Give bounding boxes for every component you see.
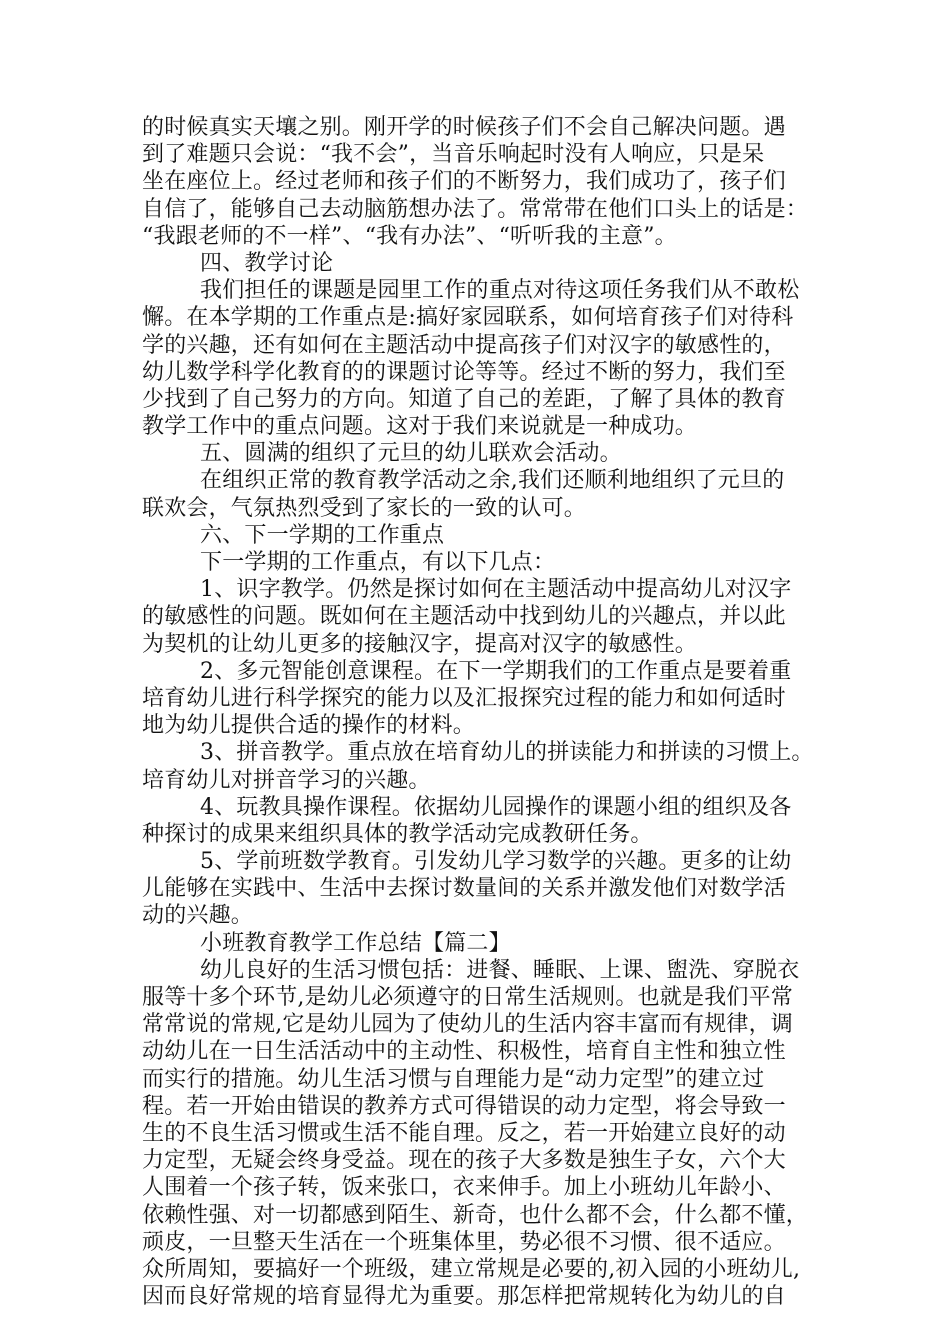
text-line: 动幼儿在一日生活活动中的主动性、积极性，培育自主性和独立性	[142, 1039, 786, 1065]
text-line: 到了难题只会说：“我不会”，当音乐响起时没有人响应，只是呆	[142, 142, 765, 168]
text-line: 小班教育教学工作总结【篇二】	[200, 930, 511, 956]
text-line: 的时候真实天壤之别。刚开学的时候孩子们不会自己解决问题。遇	[142, 115, 786, 140]
text-line: 幼儿良好的生活习惯包括：进餐、睡眠、上课、盥洗、穿脱衣	[200, 957, 800, 983]
text-line: 动的兴趣。	[142, 903, 254, 929]
text-line: 种探讨的成果来组织具体的教学活动完成教研任务。	[142, 821, 653, 847]
text-line: 力定型，无疑会终身受益。现在的孩子大多数是独生子女，六个大	[142, 1148, 786, 1174]
text-line: 懈。在本学期的工作重点是:搞好家园联系，如何培育孩子们对待科	[142, 305, 794, 331]
text-line: 在组织正常的教育教学活动之余,我们还顺利地组织了元旦的	[200, 468, 785, 494]
text-line: 我们担任的课题是园里工作的重点对待这项任务我们从不敢松	[200, 278, 800, 304]
text-line: 5、学前班数学教育。引发幼儿学习数学的兴趣。更多的让幼	[200, 849, 792, 875]
text-line: 教学工作中的重点问题。这对于我们来说就是一种成功。	[142, 414, 698, 440]
text-line: 1、识字教学。仍然是探讨如何在主题活动中提高幼儿对汉字	[200, 577, 792, 603]
text-line: 地为幼儿提供合适的操作的材料。	[142, 713, 476, 739]
text-line: 常常说的常规,它是幼儿园为了使幼儿的生活内容丰富而有规律，调	[142, 1012, 793, 1038]
text-line: 服等十多个环节,是幼儿必须遵守的日常生活规则。也就是我们平常	[142, 985, 793, 1010]
text-line: 少找到了自己努力的方向。知道了自己的差距，了解了具体的教育	[142, 386, 786, 412]
text-line: 联欢会，气氛热烈受到了家长的一致的认可。	[142, 495, 587, 521]
text-line: 人围着一个孩子转，饭来张口，衣来伸手。加上小班幼儿年龄小、	[142, 1175, 786, 1201]
text-line: 顽皮，一旦整天生活在一个班集体里，势必很不习惯、很不适应。	[142, 1229, 786, 1255]
text-line: 坐在座位上。经过老师和孩子们的不断努力，我们成功了，孩子们	[142, 169, 786, 195]
text-line: 五、圆满的组织了元旦的幼儿联欢会活动。	[200, 441, 622, 467]
text-line: 4、玩教具操作课程。依据幼儿园操作的课题小组的组织及各	[200, 794, 792, 820]
document-body	[142, 114, 822, 1310]
text-line: 培育幼儿进行科学探究的能力以及汇报探究过程的能力和如何适时	[142, 685, 786, 711]
text-line: 六、下一学期的工作重点	[200, 522, 445, 548]
text-line: 下一学期的工作重点，有以下几点：	[200, 550, 556, 575]
text-line: 依赖性强、对一切都感到陌生、新奇，也什么都不会，什么都不懂，	[142, 1202, 809, 1228]
text-line: 自信了，能够自己去动脑筋想办法了。常常带在他们口头上的话是：	[142, 196, 809, 222]
text-line: “我跟老师的不一样”、“我有办法”、“听听我的主意”。	[142, 223, 677, 249]
text-line: 程。若一开始由错误的教养方式可得错误的动力定型，将会导致一	[142, 1093, 786, 1119]
text-line: 为契机的让幼儿更多的接触汉字，提高对汉字的敏感性。	[142, 631, 698, 657]
text-line: 2、多元智能创意课程。在下一学期我们的工作重点是要着重	[200, 658, 792, 684]
text-line: 学的兴趣，还有如何在主题活动中提高孩子们对汉字的敏感性的，	[142, 332, 786, 358]
text-line: 的敏感性的问题。既如何在主题活动中找到幼儿的兴趣点，并以此	[142, 604, 786, 630]
text-line: 3、拼音教学。重点放在培育幼儿的拼读能力和拼读的习惯上。	[200, 740, 814, 766]
text-line: 生的不良生活习惯或生活不能自理。反之，若一开始建立良好的动	[142, 1120, 786, 1146]
text-line: 而实行的措施。幼儿生活习惯与自理能力是“动力定型”的建立过	[142, 1066, 765, 1092]
text-line: 四、教学讨论	[200, 250, 334, 276]
text-line: 因而良好常规的培育显得尤为重要。那怎样把常规转化为幼儿的自	[142, 1284, 786, 1310]
text-line: 培育幼儿对拼音学习的兴趣。	[142, 767, 431, 793]
text-line: 众所周知，要搞好一个班级，建立常规是必要的,初入园的小班幼儿,	[142, 1256, 801, 1282]
text-line: 儿能够在实践中、生活中去探讨数量间的关系并激发他们对数学活	[142, 876, 786, 902]
text-line: 幼儿数学科学化教育的的课题讨论等等。经过不断的努力，我们至	[142, 359, 786, 385]
